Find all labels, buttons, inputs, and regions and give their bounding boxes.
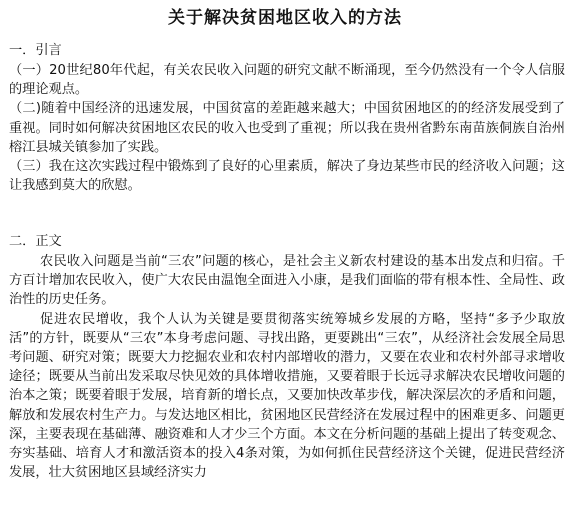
document-title: 关于解决贫困地区收入的方法 <box>168 8 402 28</box>
intro-paragraph-2: （二)随着中国经济的迅速发展，中国贫富的差距越来越大；中国贫困地区的的经济发展受到了重视。同时如何解决贫困地区农民的收入也受到了重视；所以我在贵州省黔东南苗族侗族自治州榕江县城关镇参加了实践。 <box>9 101 565 155</box>
intro-paragraph-3: （三）我在这次实践过程中锻炼到了良好的心里素质，解决了身边某些市民的经济收入问题；这让我感到莫大的欣慰。 <box>9 159 565 194</box>
section-heading-introduction: 一．引言 <box>9 43 62 58</box>
section-body <box>9 252 565 482</box>
body-paragraph-1: 农民收入问题是当前“三农”问题的核心，是社会主义新农村建设的基本出发点和归宿。千方百计增加农民收入，使广大农民由温饱全面进入小康，是我们面临的带有根本性、全局性、政治性的历史任务。 <box>9 254 565 308</box>
body-paragraph-2: 促进农民增收，我个人认为关键是要贯彻落实统筹城乡发展的方略，坚持“多予少取放活”的方针，既要从“三农”本身考虑问题、寻找出路，更要跳出“三农”，从经济社会发展全局思考问题、研究对策；既要大力挖掘农业和农村内部增收的潜力，又要在农业和农村外部寻求增收途径；既要从当前出发采取尽快见效的具体增收措施，又要着眼于长远寻求解决农民增收问题的治本之策；既要着眼于发展，培育新的增长点，又要加快改革步伐，解决深层次的矛盾和问题，解放和发展农村生产力。与发达地区相比，贫困地区民营经济在发展过程中的困难更多、问题更深，主要表现在基础薄、融资难和人才少三个方面。本文在分析问题的基础上提出了转变观念、夯实基础、培育人才和激活资本的投入4条对策，为如何抓住民营经济这个关键，促进民营经济发展，壮大贫困地区县域经济实力 <box>9 311 565 481</box>
intro-paragraph-1: （一）20世纪80年代起，有关农民收入问题的研究文献不断涌现，至今仍然没有一个令人信服的理论观点。 <box>9 63 565 98</box>
section-introduction <box>9 61 565 195</box>
section-heading-body: 二．正文 <box>9 234 62 249</box>
